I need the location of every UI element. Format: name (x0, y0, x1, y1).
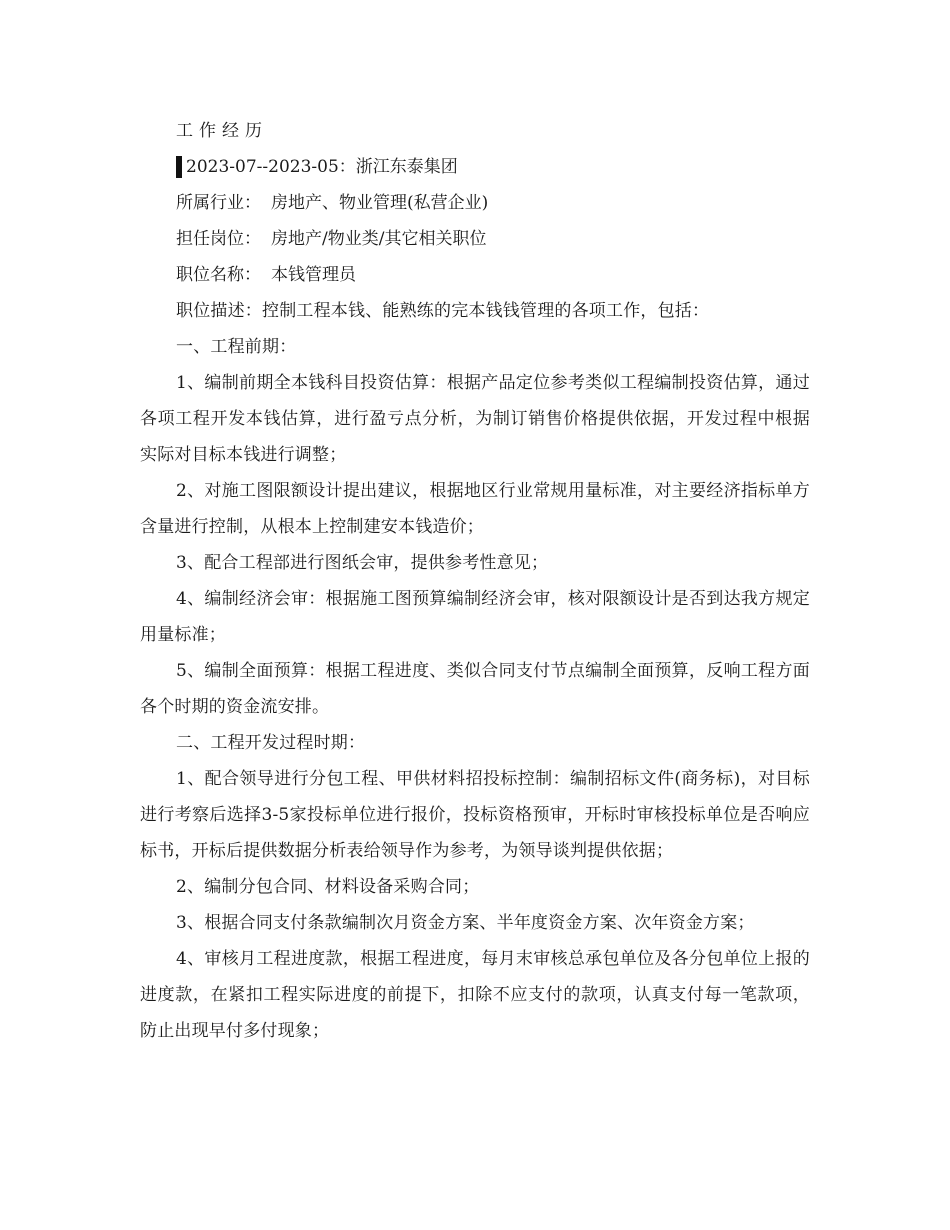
field-value: 本钱管理员 (271, 265, 356, 285)
section-title-work-experience: 工作经历 (176, 121, 268, 141)
bullet-bar-icon (176, 156, 182, 178)
description-intro: 职位描述：控制工程本钱、能熟练的完本钱钱管理的各项工作，包括： (176, 301, 710, 321)
field-label: 职位名称： (176, 265, 261, 285)
job-period-company: 2023-07--2023-05：浙江东泰集团 (186, 157, 458, 177)
phase2-item: 1、配合领导进行分包工程、甲供材料招投标控制：编制招标文件(商务标)，对目标进行考察后选择3-5家投标单位进行报价，投标资格预审，开标时审核投标单位是否响应标书，开标后提供数据分析表给领导作为参考，为领导谈判提供依据； (140, 769, 810, 861)
field-value: 房地产、物业管理(私营企业) (271, 193, 489, 213)
field-label: 所属行业： (176, 193, 261, 213)
phase1-item: 4、编制经济会审：根据施工图预算编制经济会审，核对限额设计是否到达我方规定用量标准； (140, 589, 810, 645)
phase2-item: 4、审核月工程进度款，根据工程进度，每月末审核总承包单位及各分包单位上报的进度款，在紧扣工程实际进度的前提下，扣除不应支付的款项，认真支付每一笔款项，防止出现早付多付现象； (140, 949, 810, 1041)
resume-document (140, 113, 810, 1049)
field-job-title (140, 257, 810, 293)
job-header (140, 149, 810, 185)
phase1-item: 1、编制前期全本钱科目投资估算：根据产品定位参考类似工程编制投资估算，通过各项工程开发本钱估算，进行盈亏点分析，为制订销售价格提供依据，开发过程中根据实际对目标本钱进行调整； (140, 373, 810, 465)
phase2-item: 3、根据合同支付条款编制次月资金方案、半年度资金方案、次年资金方案； (176, 913, 755, 933)
field-position (140, 221, 810, 257)
field-value: 房地产/物业类/其它相关职位 (271, 229, 487, 249)
phase1-item: 3、配合工程部进行图纸会审，提供参考性意见； (176, 553, 549, 573)
field-label: 担任岗位： (176, 229, 261, 249)
phase2-item: 2、编制分包合同、材料设备采购合同； (176, 877, 480, 897)
phase2-title: 二、工程开发过程时期： (176, 733, 366, 753)
phase1-title: 一、工程前期： (176, 337, 297, 357)
phase1-item: 2、对施工图限额设计提出建议，根据地区行业常规用量标准，对主要经济指标单方含量进行控制，从根本上控制建安本钱造价； (140, 481, 810, 537)
field-industry (140, 185, 810, 221)
phase1-item: 5、编制全面预算：根据工程进度、类似合同支付节点编制全面预算，反响工程方面各个时期的资金流安排。 (140, 661, 810, 717)
